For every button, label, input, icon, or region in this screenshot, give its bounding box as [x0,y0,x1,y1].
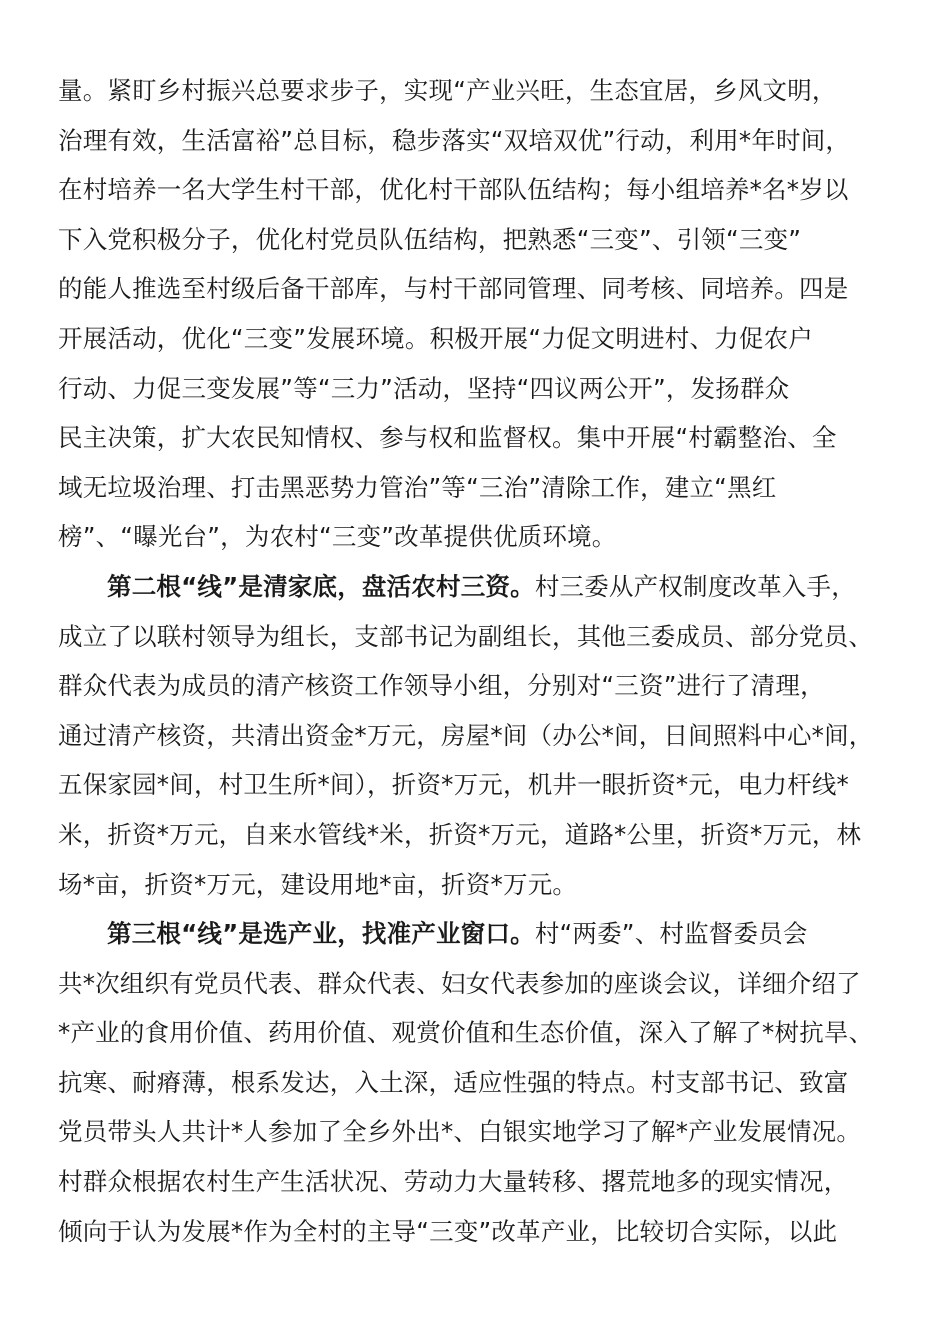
text-line: 下入党积极分子，优化村党员队伍结构，把熟悉“三变”、引领“三变” [58,224,802,254]
paragraph-first-line [58,562,896,612]
text-line: 量。紧盯乡村振兴总要求步子，实现“产业兴旺，生态宜居，乡风文明， [58,76,837,105]
text-line: 域无垃圾治理、打击黑恶势力管治”等“三治”清除工作，建立“黑红 [58,472,777,502]
text-line: 开展活动，优化“三变”发展环境。积极开展“力促文明进村、力促农户 [58,323,813,353]
text-line: 民主决策，扩大农民知情权、参与权和监督权。集中开展“村霸整治、全 [58,423,837,453]
text-line: 的能人推选至村级后备干部库，与村干部同管理、同考核、同培养。四是 [58,274,849,304]
paragraph-first-line [58,909,896,959]
paragraph-3 [58,909,896,1256]
text-line: 在村培养一名大学生村干部，优化村干部队伍结构；每小组培养*名*岁以 [58,175,849,205]
text-line: 米，折资*万元，自来水管线*米，折资*万元，道路*公里，折资*万元，林 [58,819,862,849]
text-line: 抗寒、耐瘠薄，根系发达，入土深，适应性强的特点。村支部书记、致富 [58,1067,849,1097]
text-line: *产业的食用价值、药用价值、观赏价值和生态价值，深入了解了*树抗旱、 [58,1018,874,1048]
document-page [58,66,896,1256]
text-line: 成立了以联村领导为组长，支部书记为副组长，其他三委成员、部分党员、 [58,621,874,651]
text-line: 倾向于认为发展*作为全村的主导“三变”改革产业，比较切合实际，以此 [58,1216,838,1246]
paragraph-1 [58,66,896,562]
text-line: 榜”、“曝光台”，为农村“三变”改革提供优质环境。 [58,522,617,552]
text-line: 党员带头人共计*人参加了全乡外出*、白银实地学习了解*产业发展情况。 [58,1117,862,1147]
paragraph-lead-text: 村三委从产权制度改革入手， [534,571,856,601]
text-line: 行动、力促三变发展”等“三力”活动，坚持“四议两公开”，发扬群众 [58,373,790,403]
text-line: 场*亩，折资*万元，建设用地*亩，折资*万元。 [58,869,578,899]
paragraph-heading: 第三根“线”是选产业，找准产业窗口。 [107,919,535,949]
paragraph-lead-text: 村“两委”、村监督委员会 [534,919,808,949]
text-line: 通过清产核资，共清出资金*万元，房屋*间（办公*间，日间照料中心*间， [58,720,874,750]
text-line: 共*次组织有党员代表、群众代表、妇女代表参加的座谈会议，详细介绍了 [58,968,861,998]
paragraph-heading: 第二根“线”是清家底，盘活农村三资。 [107,571,535,601]
text-line: 村群众根据农村生产生活状况、劳动力大量转移、撂荒地多的现实情况， [58,1167,849,1197]
text-line: 治理有效，生活富裕”总目标，稳步落实“双培双优”行动，利用*年时间， [58,125,851,155]
paragraph-2 [58,562,896,909]
text-line: 群众代表为成员的清产核资工作领导小组，分别对“三资”进行了清理， [58,671,825,701]
text-line: 五保家园*间，村卫生所*间），折资*万元，机井一眼折资*元，电力杆线* [58,770,849,800]
